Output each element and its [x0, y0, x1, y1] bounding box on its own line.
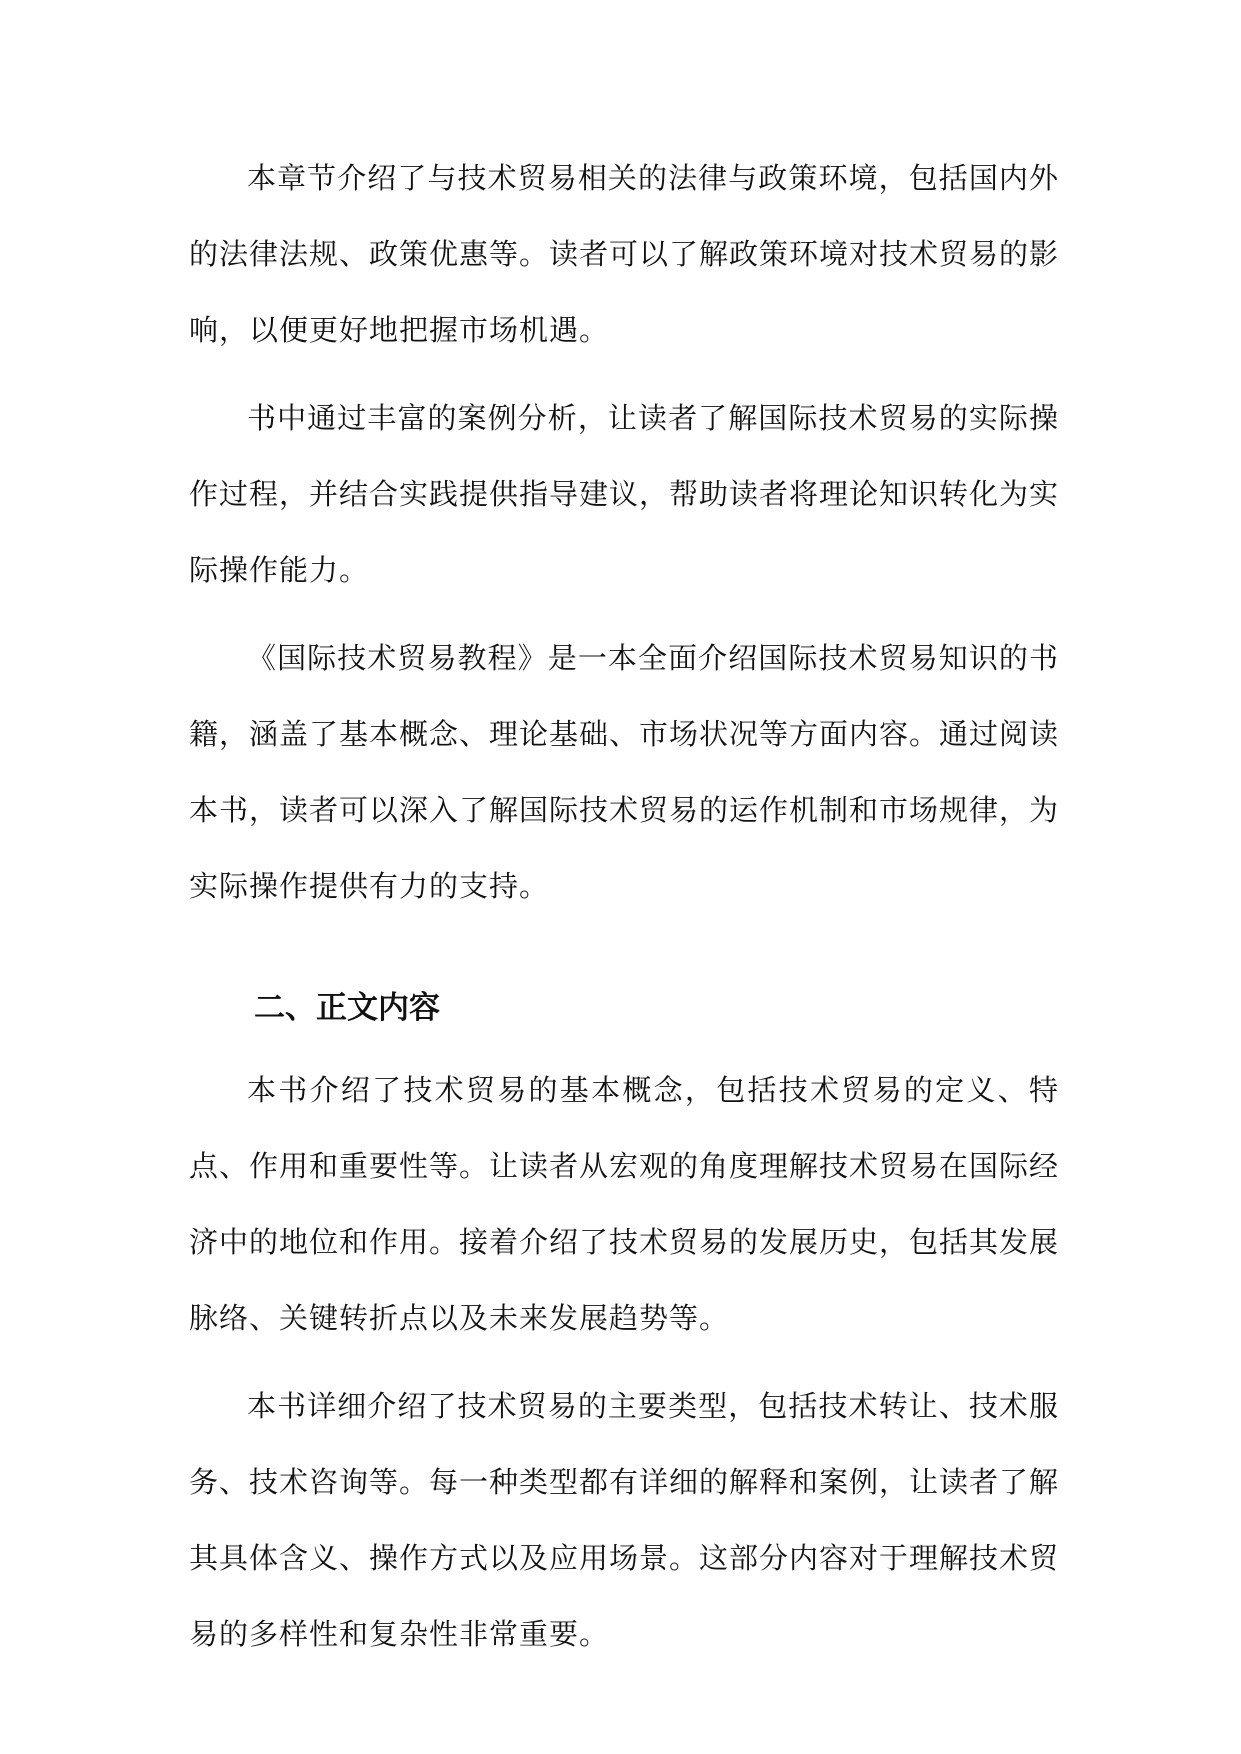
- paragraph-case-analysis: 书中通过丰富的案例分析，让读者了解国际技术贸易的实际操作过程，并结合实践提供指导建议，帮助读者将理论知识转化为实际操作能力。: [189, 401, 1060, 587]
- document-body: [189, 140, 1059, 1684]
- paragraph-book-summary: 《国际技术贸易教程》是一本全面介绍国际技术贸易知识的书籍，涵盖了基本概念、理论基础、市场状况等方面内容。通过阅读本书，读者可以深入了解国际技术贸易的运作机制和市场规律，为实际操作提供有力的支持。: [189, 641, 1060, 903]
- section-heading: 二、正文内容: [254, 990, 440, 1026]
- paragraph-basic-concepts: 本书介绍了技术贸易的基本概念，包括技术贸易的定义、特点、作用和重要性等。让读者从宏观的角度理解技术贸易在国际经济中的地位和作用。接着介绍了技术贸易的发展历史，包括其发展脉络、关键转折点以及未来发展趋势等。: [189, 1073, 1060, 1335]
- paragraph-legal-policy: 本章节介绍了与技术贸易相关的法律与政策环境，包括国内外的法律法规、政策优惠等。读者可以了解政策环境对技术贸易的影响，以便更好地把握市场机遇。: [189, 161, 1060, 347]
- paragraph-trade-types: 本书详细介绍了技术贸易的主要类型，包括技术转让、技术服务、技术咨询等。每一种类型都有详细的解释和案例，让读者了解其具体含义、操作方式以及应用场景。这部分内容对于理解技术贸易的多样性和复杂性非常重要。: [189, 1389, 1060, 1651]
